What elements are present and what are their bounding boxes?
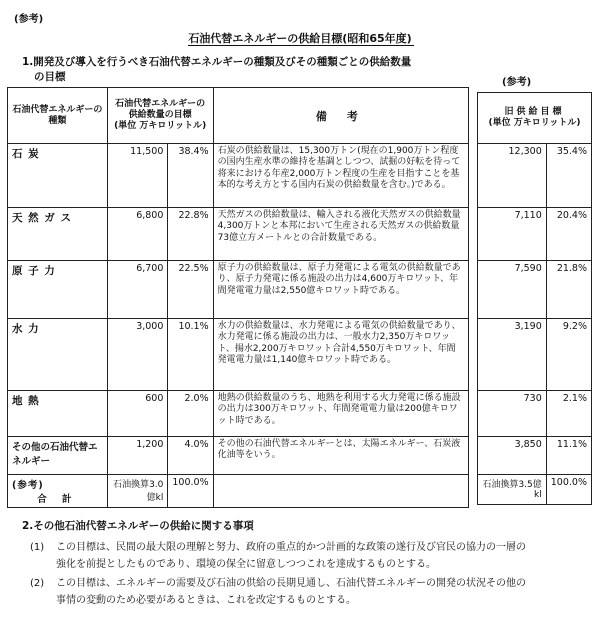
item-number: (1)	[30, 542, 45, 553]
old-table-row	[478, 144, 592, 208]
supply-qty: 6,800	[107, 208, 168, 261]
table-total-row	[8, 475, 469, 508]
supply-ratio: 22.5%	[168, 261, 213, 319]
total-ratio: 100.0%	[168, 475, 213, 508]
item-text-line1: この目標は、エネルギーの需要及び石油の供給の長期見通し、石油代替エネルギーの開発の状況その他の	[56, 578, 526, 589]
old-qty: 3,190	[478, 319, 547, 391]
remarks-cell: 原子力の供給数量は、原子力発電による電気の供給数量であり、原子力発電に係る施設の出力は4,600万キロワット、年間発電電力量は2,550億キロワット時である。	[213, 261, 468, 319]
supply-ratio: 2.0%	[168, 391, 213, 437]
table-header-row	[8, 88, 469, 144]
old-header-unit-value: 万キロリットル	[513, 118, 577, 128]
old-ratio: 11.1%	[546, 437, 591, 475]
item-text-line2: 強化を前提としたものであり、環境の保全に留意しつつこれを達成するものとする。	[56, 559, 436, 570]
supply-qty: 1,200	[107, 437, 168, 475]
section2-heading: 2.その他石油代替エネルギーの供給に関する事項	[22, 520, 254, 532]
total-qty: 石油換算3.0億kl	[107, 475, 168, 508]
total-remarks-cell	[213, 475, 468, 508]
supply-ratio: 4.0%	[168, 437, 213, 475]
table-row	[8, 391, 469, 437]
remarks-cell: その他の石油代替エネルギーとは、太陽エネルギー、石炭液化油等をいう。	[213, 437, 468, 475]
old-ratio: 21.8%	[546, 261, 591, 319]
supply-ratio: 38.4%	[168, 144, 213, 208]
section1-heading-cont: の目標	[34, 71, 66, 83]
header-target-supply-label: 石油代替エネルギーの供給数量の目標	[115, 99, 206, 120]
old-total-qty: 石油換算3.5億kl	[478, 475, 547, 505]
energy-name: 水 力	[8, 319, 108, 391]
old-qty: 7,110	[478, 208, 547, 261]
remarks-cell: 水力の供給数量は、水力発電による電気の供給数量であり、水力発電に係る施設の出力は、一般水力2,350万キロワット、揚水2,200万キロワット合計4,550万キロワット、年間発電電力量は1,140億キロワット時である。	[213, 319, 468, 391]
old-ratio: 20.4%	[546, 208, 591, 261]
energy-name: 天 然 ガ ス	[8, 208, 108, 261]
total-label: 合 計	[37, 494, 78, 505]
remarks-cell: 地熱の供給数量のうち、地熱を利用する火力発電に係る施設の出力は300万キロワット、年間発電電力量は200億キロワット時である。	[213, 391, 468, 437]
header-unit-value: 万キロリットル	[139, 121, 203, 131]
supply-qty: 600	[107, 391, 168, 437]
section2-item-1	[30, 539, 590, 573]
total-ref-label: (参考)	[12, 480, 44, 491]
old-table-row	[478, 208, 592, 261]
table-row	[8, 144, 469, 208]
header-unit: (単位 万キロリットル)	[114, 121, 207, 131]
old-qty: 3,850	[478, 437, 547, 475]
old-header-unit: (単位 万キロリットル)	[488, 118, 581, 128]
table-row	[8, 319, 469, 391]
energy-name: 石 炭	[8, 144, 108, 208]
supply-ratio: 10.1%	[168, 319, 213, 391]
old-table-row	[478, 391, 592, 437]
supply-qty: 6,700	[107, 261, 168, 319]
section1-heading: 1.開発及び導入を行うべき石油代替エネルギーの種類及びその種類ごとの供給数量	[22, 56, 412, 68]
supply-target-table	[7, 87, 469, 508]
item-text-line1: この目標は、民間の最大限の理解と努力、政府の重点的かつ計画的な政策の遂行及び官民の協力の一層の	[56, 542, 526, 553]
title-underline	[188, 45, 414, 46]
total-label-cell	[8, 475, 108, 508]
item-number: (2)	[30, 578, 45, 589]
old-qty: 7,590	[478, 261, 547, 319]
energy-name: その他の石油代替エネルギー	[8, 437, 108, 475]
item-text-line2: 事情の変動のため必要があるときは、これを改定するものとする。	[56, 595, 356, 606]
section2-item-2	[30, 575, 590, 609]
old-total-ratio: 100.0%	[546, 475, 591, 505]
header-target-supply	[107, 88, 213, 144]
old-qty: 730	[478, 391, 547, 437]
old-table-row	[478, 319, 592, 391]
old-ratio: 35.4%	[546, 144, 591, 208]
old-table-row	[478, 437, 592, 475]
old-ratio: 9.2%	[546, 319, 591, 391]
old-ratio: 2.1%	[546, 391, 591, 437]
old-supply-target-table	[477, 92, 592, 505]
table-row	[8, 208, 469, 261]
old-table-header-row	[478, 93, 592, 144]
supply-qty: 3,000	[107, 319, 168, 391]
remarks-cell: 天然ガスの供給数量は、輸入される液化天然ガスの供給数量4,300万トンと本邦において生産される天然ガスの供給数量73億立方メートルとの合計数量である。	[213, 208, 468, 261]
old-table-total-row	[478, 475, 592, 505]
remarks-cell: 石炭の供給数量は、15,300万トン(現在の1,900万トン程度の国内生産水準の維持を基調としつつ、試掘の好転を待って将来における年産2,000万トン程度の生産を目指すことを基本的な考え方とする国内石炭の供給数量を含む。)である。	[213, 144, 468, 208]
old-qty: 12,300	[478, 144, 547, 208]
old-header-label: 旧供給目標	[504, 107, 565, 117]
energy-name: 地 熱	[8, 391, 108, 437]
header-unit-label: 単位	[118, 121, 137, 131]
document-title: 石油代替エネルギーの供給目標(昭和65年度)	[188, 32, 412, 45]
old-target-reference-label: (参考)	[502, 77, 532, 88]
supply-qty: 11,500	[107, 144, 168, 208]
reference-label: (参考)	[14, 14, 44, 25]
old-header-unit-label: 単位	[492, 118, 511, 128]
supply-ratio: 22.8%	[168, 208, 213, 261]
header-energy-type: 石油代替エネルギーの種類	[8, 88, 108, 144]
table-row	[8, 261, 469, 319]
old-header	[478, 93, 592, 144]
old-table-row	[478, 261, 592, 319]
energy-name: 原 子 力	[8, 261, 108, 319]
header-remarks: 備 考	[213, 88, 468, 144]
table-row	[8, 437, 469, 475]
